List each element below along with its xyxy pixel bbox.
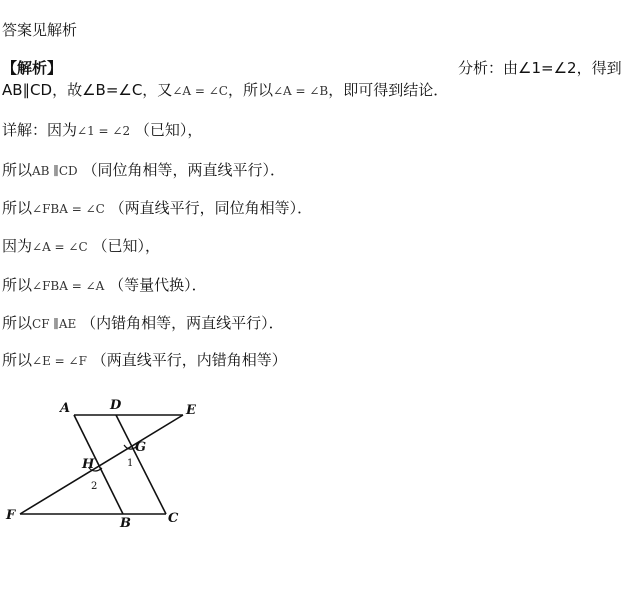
step-math: ∠FBA = ∠A [32, 279, 105, 293]
analysis-suffix: ，得到 [576, 59, 622, 77]
step-math: ∠A = ∠C [32, 240, 88, 254]
analysis-prefix: 分析：由 [458, 59, 519, 77]
step-math: AB ∥CD [32, 164, 78, 178]
step-math: ∠E = ∠F [32, 354, 87, 368]
step-prefix: 所以 [2, 351, 33, 369]
step-reason: （已知）， [92, 237, 160, 255]
proof-step [2, 236, 160, 257]
angle-2-label: 2 [91, 481, 98, 492]
proof-step [2, 160, 285, 181]
point-h-label: H [82, 457, 95, 472]
detail-prefix: 详解：因为 [2, 121, 78, 139]
point-c-label: C [168, 511, 179, 526]
step-prefix: 所以 [2, 161, 33, 179]
answer-header: 答案见解析 [2, 21, 78, 39]
angle-1-label: 1 [127, 458, 134, 469]
point-a-label: A [60, 401, 71, 416]
step-prefix: 所以 [2, 199, 33, 217]
step-reason: （同位角相等，两直线平行）． [82, 161, 285, 179]
proof-step [2, 350, 287, 371]
analysis-condition: ∠1=∠2 [518, 59, 577, 77]
detail-math: ∠1 = ∠2 [77, 124, 131, 138]
analysis-continuation [2, 80, 448, 101]
step-math: ∠FBA = ∠C [32, 202, 105, 216]
detail-reason: （已知）， [134, 121, 203, 139]
angle-a-eq-b: ∠A = ∠B [272, 84, 329, 98]
point-g-label: G [135, 440, 147, 455]
step-math: CF ∥AE [32, 317, 77, 331]
step-prefix: 所以 [2, 276, 33, 294]
point-f-label: F [6, 508, 16, 523]
step-reason: （两直线平行，内错角相等） [91, 351, 287, 369]
detail-line [2, 120, 202, 141]
step-reason: （等量代换）． [109, 276, 207, 294]
jiexi-label: 【解析】 [2, 59, 63, 77]
proof-step [2, 275, 207, 296]
step-prefix: 因为 [2, 237, 33, 255]
point-d-label: D [110, 398, 122, 413]
analysis-line [458, 58, 622, 78]
therefore-text: ，所以 [227, 81, 273, 99]
geometry-figure [0, 390, 220, 535]
proof-step [2, 313, 284, 334]
angle-a-eq-c: ∠A = ∠C [172, 84, 228, 98]
step-reason: （内错角相等，两直线平行）． [81, 314, 284, 332]
ab-parallel-text: AB∥CD，故∠B=∠C，又 [2, 81, 173, 99]
step-reason: （两直线平行，同位角相等）． [109, 199, 313, 217]
point-b-label: B [120, 516, 131, 531]
conclusion-text: ，即可得到结论． [328, 81, 449, 99]
step-prefix: 所以 [2, 314, 33, 332]
proof-step [2, 198, 312, 219]
point-e-label: E [186, 403, 196, 418]
